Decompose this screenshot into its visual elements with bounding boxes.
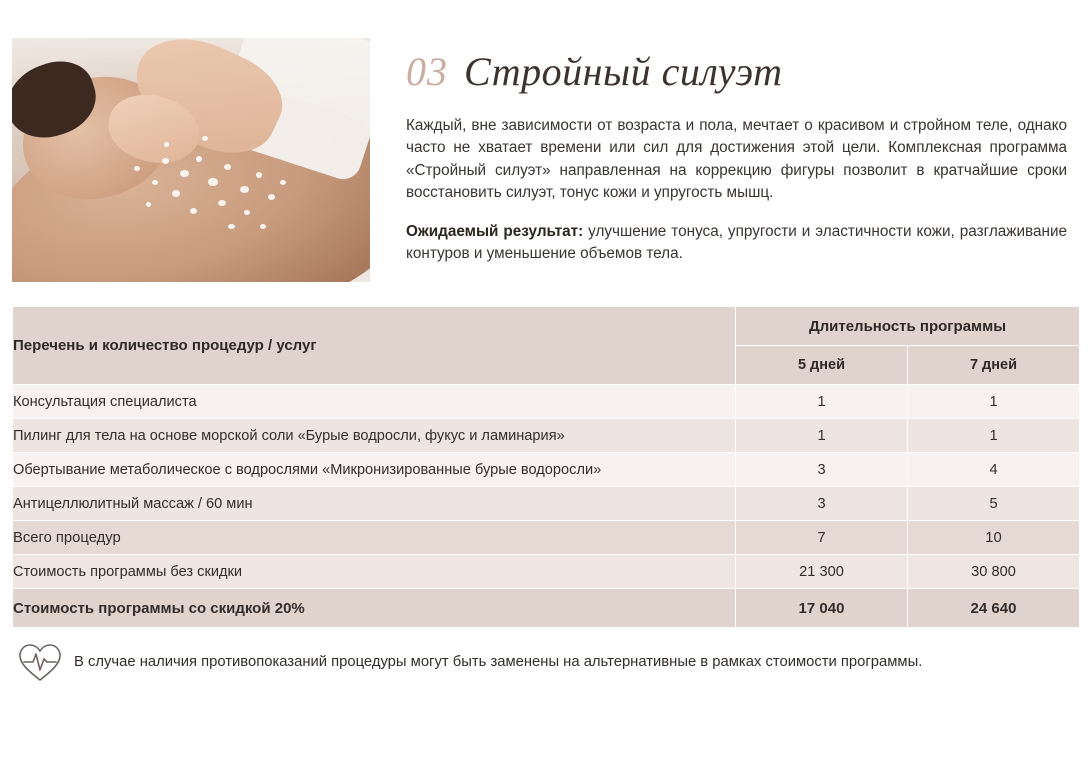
table-row bbox=[13, 453, 1080, 487]
program-table bbox=[12, 306, 1080, 628]
image-salt-grain bbox=[280, 180, 286, 185]
table-header-row-1 bbox=[13, 307, 1080, 346]
image-salt-grain bbox=[256, 172, 262, 178]
header-duration: Длительность программы bbox=[736, 307, 1080, 346]
header-services: Перечень и количество процедур / услуг bbox=[13, 307, 736, 385]
row-service-name: Обертывание метаболическое с водрослями «Микронизированные бурые водоросли» bbox=[13, 453, 736, 487]
section-title: Стройный силуэт bbox=[464, 49, 783, 94]
image-salt-grain bbox=[228, 224, 235, 229]
row-value-7days: 1 bbox=[908, 385, 1080, 419]
image-salt-grain bbox=[134, 166, 140, 171]
image-salt-grain bbox=[218, 200, 226, 206]
row-service-name: Стоимость программы со скидкой 20% bbox=[13, 589, 736, 628]
footer-note-text: В случае наличия противопоказаний процедуры могут быть заменены на альтернативные в рамках стоимости программы. bbox=[74, 654, 923, 671]
image-salt-grain bbox=[152, 180, 158, 185]
image-salt-grain bbox=[240, 186, 249, 193]
row-value-7days: 4 bbox=[908, 453, 1080, 487]
heart-pulse-icon bbox=[12, 642, 68, 684]
row-value-7days: 1 bbox=[908, 419, 1080, 453]
image-salt-grain bbox=[196, 156, 202, 162]
expected-result-label: Ожидаемый результат: bbox=[406, 222, 584, 240]
table-row bbox=[13, 419, 1080, 453]
image-salt-grain bbox=[268, 194, 275, 200]
row-value-7days: 30 800 bbox=[908, 555, 1080, 589]
page-title bbox=[406, 48, 1067, 95]
table-head bbox=[13, 307, 1080, 385]
hero-image bbox=[12, 38, 370, 282]
header-7-days: 7 дней bbox=[908, 346, 1080, 385]
footer-note-block bbox=[12, 642, 1079, 684]
row-value-5days: 21 300 bbox=[736, 555, 908, 589]
table-row bbox=[13, 487, 1080, 521]
image-salt-grain bbox=[260, 224, 266, 229]
image-salt-grain bbox=[224, 164, 231, 170]
expected-result-text: улучшение тонуса, упругости и эластичности кожи, разглаживание контуров и уменьшение объемов тела. bbox=[406, 222, 1067, 263]
program-table-wrapper bbox=[12, 306, 1079, 628]
row-service-name: Консультация специалиста bbox=[13, 385, 736, 419]
image-salt-grain bbox=[190, 208, 197, 214]
row-value-5days: 3 bbox=[736, 453, 908, 487]
intro-block bbox=[370, 38, 1075, 282]
row-value-7days: 5 bbox=[908, 487, 1080, 521]
expected-result-paragraph bbox=[406, 221, 1067, 266]
image-salt-grain bbox=[208, 178, 218, 186]
image-salt-grain bbox=[180, 170, 189, 177]
header-5-days: 5 дней bbox=[736, 346, 908, 385]
image-salt-grain bbox=[146, 202, 151, 207]
row-value-5days: 17 040 bbox=[736, 589, 908, 628]
image-salt-grain bbox=[172, 190, 180, 197]
image-salt-grain bbox=[164, 142, 169, 147]
row-service-name: Стоимость программы без скидки bbox=[13, 555, 736, 589]
image-salt-grain bbox=[162, 158, 169, 164]
row-service-name: Антицеллюлитный массаж / 60 мин bbox=[13, 487, 736, 521]
table-row-total bbox=[13, 521, 1080, 555]
row-value-5days: 7 bbox=[736, 521, 908, 555]
top-section bbox=[0, 0, 1091, 282]
row-value-5days: 3 bbox=[736, 487, 908, 521]
intro-paragraph: Каждый, вне зависимости от возраста и пола, мечтает о красивом и стройном теле, однако часто не хватает времени или сил для достижения этой цели. Комплексная программа «Стройный силуэт» направленная на коррекцию фигуры позволит в кратчайшие сроки восстановить силуэт, тонус кожи и упругость мышц. bbox=[406, 117, 1067, 202]
table-row bbox=[13, 385, 1080, 419]
row-value-7days: 24 640 bbox=[908, 589, 1080, 628]
row-value-5days: 1 bbox=[736, 385, 908, 419]
section-number: 03 bbox=[406, 49, 448, 94]
row-value-5days: 1 bbox=[736, 419, 908, 453]
table-body bbox=[13, 385, 1080, 628]
image-salt-grain bbox=[244, 210, 250, 215]
row-service-name: Всего процедур bbox=[13, 521, 736, 555]
row-value-7days: 10 bbox=[908, 521, 1080, 555]
image-salt-grain bbox=[202, 136, 208, 141]
table-row-price bbox=[13, 555, 1080, 589]
table-row-discounted-price bbox=[13, 589, 1080, 628]
row-service-name: Пилинг для тела на основе морской соли «Бурые водросли, фукус и ламинария» bbox=[13, 419, 736, 453]
